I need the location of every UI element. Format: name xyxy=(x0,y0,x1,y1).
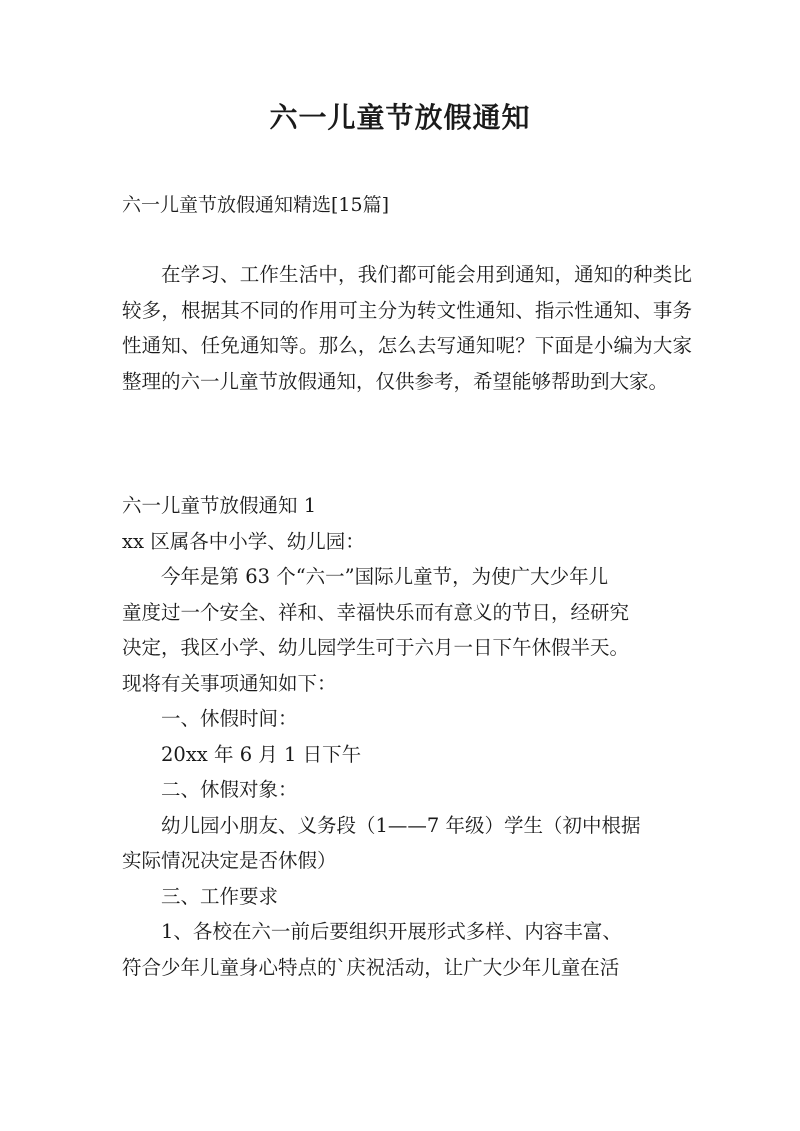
body-line: 幼儿园小朋友、义务段（1——7 年级）学生（初中根据 xyxy=(161,813,641,837)
notice-body xyxy=(122,488,692,985)
item-heading-holiday-target: 二、休假对象： xyxy=(161,778,298,801)
body-line: 决定，我区小学、幼儿园学生可于六月一日下午休假半天。 xyxy=(122,636,630,659)
holiday-date: 20xx 年 6 月 1 日下午 xyxy=(161,742,362,766)
item-heading-work-requirements: 三、工作要求 xyxy=(161,884,279,908)
body-line: 符合少年儿童身心特点的`庆祝活动，让广大少年儿童在活 xyxy=(122,955,620,979)
body-line: 童度过一个安全、祥和、幸福快乐而有意义的节日，经研究 xyxy=(122,600,630,624)
body-line: 现将有关事项通知如下： xyxy=(122,671,337,695)
salutation: xx 区属各中小学、幼儿园： xyxy=(122,529,365,553)
intro-paragraph: 在学习、工作生活中，我们都可能会用到通知，通知的种类比较多，根据其不同的作用可主分为转文性通知、指示性通知、事务性通知、任免通知等。那么，怎么去写通知呢？下面是小编为大家整理的六一儿童节放假通知，仅供参考，希望能够帮助到大家。 xyxy=(122,263,692,393)
body-line: 1、各校在六一前后要组织开展形式多样、内容丰富、 xyxy=(161,920,622,943)
document-title: 六一儿童节放假通知 xyxy=(269,101,531,134)
item-heading-holiday-time: 一、休假时间： xyxy=(161,707,298,730)
document-subtitle: 六一儿童节放假通知精选[15篇] xyxy=(122,194,390,216)
body-line: 实际情况决定是否休假） xyxy=(122,849,337,872)
section-heading: 六一儿童节放假通知 1 xyxy=(122,494,317,517)
body-line: 今年是第 63 个“六一”国际儿童节，为使广大少年儿 xyxy=(161,565,609,588)
